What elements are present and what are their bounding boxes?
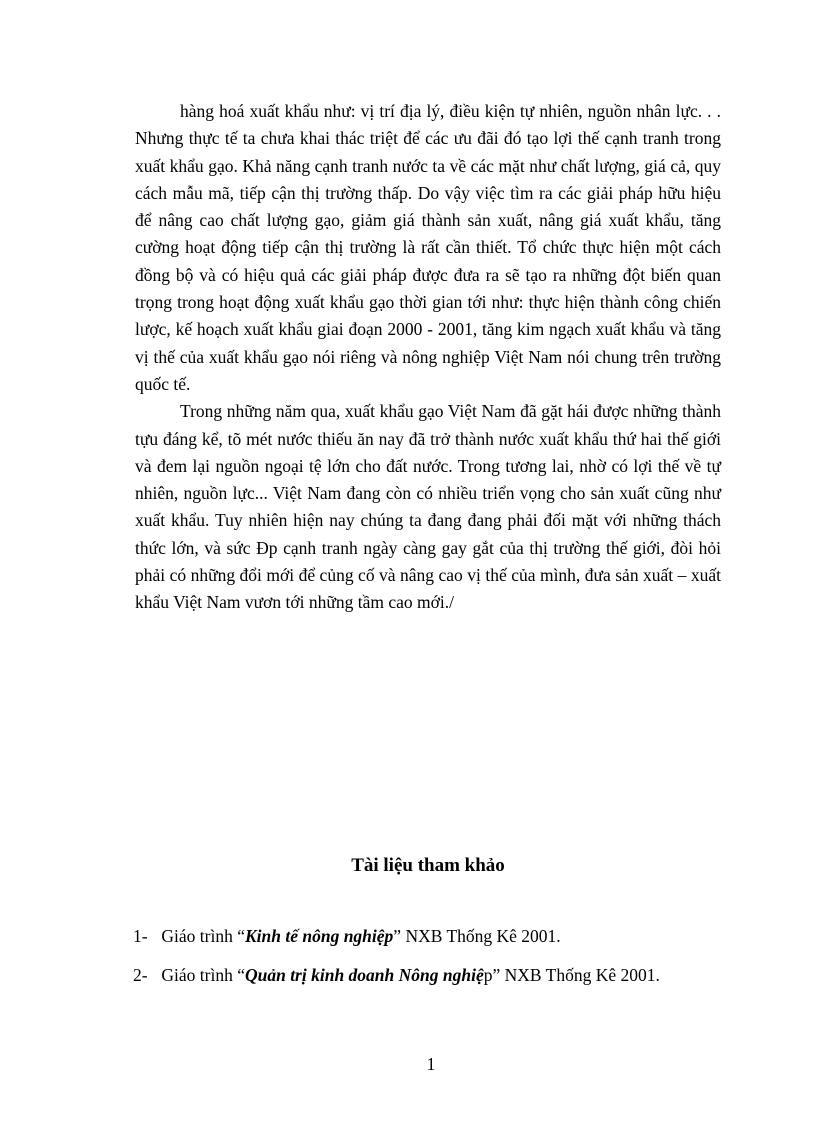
- page-number: 1: [426, 1054, 436, 1074]
- reference-prefix: Giáo trình “: [161, 926, 245, 946]
- reference-title: Quản trị kinh doanh Nông nghiệ: [244, 965, 484, 985]
- references-heading: Tài liệu tham khảo: [351, 855, 505, 876]
- reference-number: 2-: [133, 965, 148, 985]
- references-list: [133, 923, 733, 1001]
- reference-number: 1-: [133, 926, 148, 946]
- paragraph-2: Trong những năm qua, xuất khẩu gạo Việt Nam đã gặt hái được những thành tựu đáng kể, tõ mét nước thiếu ăn nay đã trở thành nước xuất khẩu thứ hai thế giới và đem lại nguồn ngoại tệ lớn cho đất nước. Trong tương lai, nhờ có lợi thế về tự nhiên, nguồn lực... Việt Nam đang còn có nhiều triển vọng cho sản xuất cũng như xuất khẩu. Tuy nhiên hiện nay chúng ta đang đang phải đối mặt với những thách thức lớn, và sức Ðp cạnh tranh ngày càng gay gắt của thị trường thế giới, đòi hỏi phải có những đổi mới để củng cố và nâng cao vị thế của mình, đưa sản xuất – xuất khẩu Việt Nam vươn tới những tầm cao mới./: [135, 401, 721, 613]
- body-text: [135, 98, 721, 617]
- reference-item: [133, 923, 733, 962]
- reference-suffix: ” NXB Thống Kê 2001.: [393, 926, 561, 946]
- reference-item: [133, 962, 733, 1001]
- reference-title: Kinh tế nông nghiệp: [244, 926, 394, 946]
- reference-suffix: p” NXB Thống Kê 2001.: [483, 965, 660, 985]
- reference-prefix: Giáo trình “: [161, 965, 245, 985]
- paragraph-1: hàng hoá xuất khẩu như: vị trí địa lý, điều kiện tự nhiên, nguồn nhân lực. . . Nhưng thực tế ta chưa khai thác triệt để các ưu đãi đó tạo lợi thế cạnh tranh trong xuất khẩu gạo. Khả năng cạnh tranh nước ta về các mặt như chất lượng, giá cả, quy cách mẫu mã, tiếp cận thị trường thấp. Do vậy việc tìm ra các giải pháp hữu hiệu để nâng cao chất lượng gạo, giảm giá thành sản xuất, nâng giá xuất khẩu, tăng cường hoạt động tiếp cận thị trường là rất cần thiết. Tổ chức thực hiện một cách đồng bộ và có hiệu quả các giải pháp được đưa ra sẽ tạo ra những đột biến quan trọng trong hoạt động xuất khẩu gạo thời gian tới như: thực hiện thành công chiến lược, kế hoạch xuất khẩu giai đoạn 2000 - 2001, tăng kim ngạch xuất khẩu và tăng vị thế của xuất khẩu gạo nói riêng và nông nghiệp Việt Nam nói chung trên trường quốc tế.: [135, 101, 721, 394]
